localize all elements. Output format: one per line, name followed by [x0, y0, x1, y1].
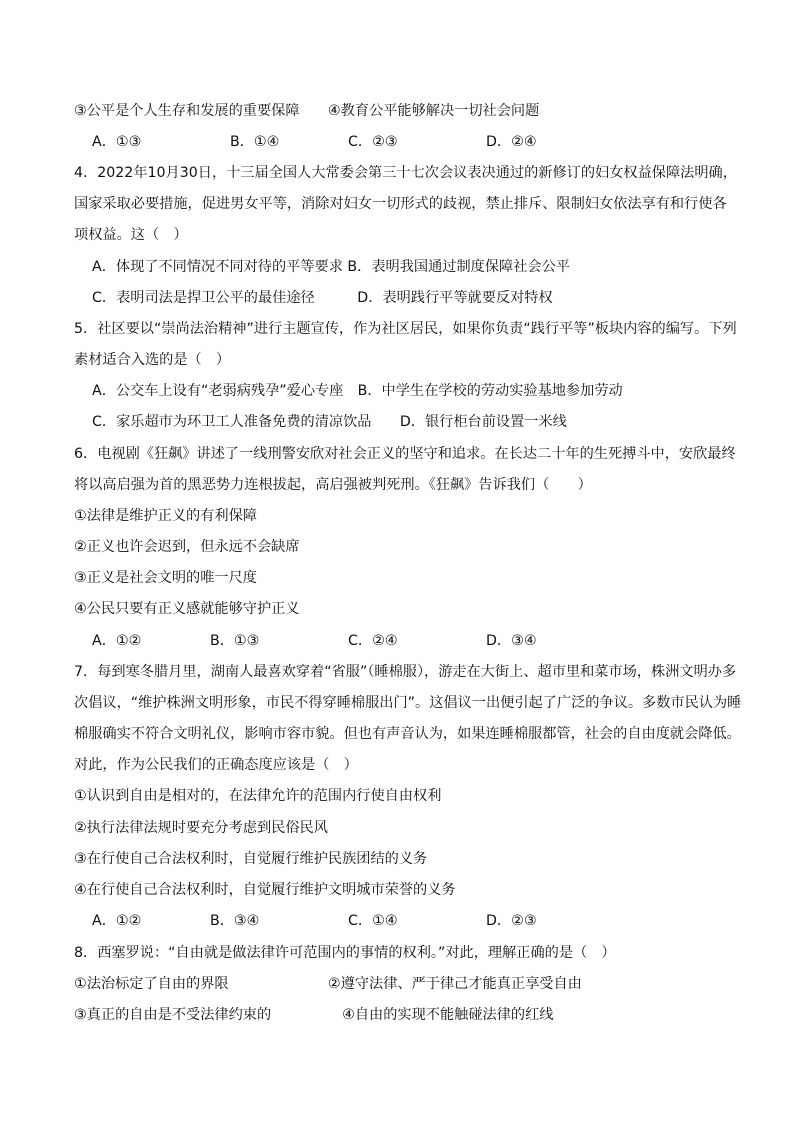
- option-b[interactable]: B．①④: [230, 134, 280, 150]
- option-d[interactable]: D．②③: [486, 913, 537, 929]
- q5-stem-line1: 5．社区要以“崇尚法治精神”进行主题宣传，作为社区居民，如果你负责“践行平等”板块内容的编写。下列: [74, 321, 737, 337]
- q5-options-cd[interactable]: C．家乐超市为环卫工人准备免费的清凉饮品 D．银行柜台前设置一米线: [92, 414, 567, 430]
- q3-statements-34: ③公平是个人生存和发展的重要保障 ④教育公平能够解决一切社会问题: [74, 103, 540, 119]
- q6-statement-4: ④公民只要有正义感就能够守护正义: [74, 601, 300, 617]
- q5-options-ab[interactable]: A．公交车上设有“老弱病残孕”爱心专座 B．中学生在学校的劳动实验基地参加劳动: [92, 383, 623, 399]
- option-d[interactable]: D．②④: [486, 134, 537, 150]
- q4-options-ab[interactable]: A．体现了不同情况不同对待的平等要求 B．表明我国通过制度保障社会公平: [92, 259, 570, 275]
- q7-statement-1: ①认识到自由是相对的，在法律允许的范围内行使自由权利: [74, 788, 442, 804]
- option-a[interactable]: A．①③: [92, 134, 142, 150]
- q6-stem-line2: 将以高启强为首的黑恶势力连根拔起，高启强被判死刑。《狂飙》告诉我们（ ）: [74, 477, 592, 493]
- option-a[interactable]: A．①②: [92, 633, 142, 649]
- q4-options-cd[interactable]: C．表明司法是捍卫公平的最佳途径 D．表明践行平等就要反对特权: [92, 290, 553, 306]
- q6-statement-3: ③正义是社会文明的唯一尺度: [74, 570, 257, 586]
- q4-stem-line2: 国家采取必要措施，促进男女平等，消除对妇女一切形式的歧视，禁止排斥、限制妇女依法享有和行使各: [74, 196, 727, 212]
- q8-statements-34: ③真正的自由是不受法律约束的 ④自由的实现不能触碰法律的红线: [74, 1007, 554, 1023]
- q7-statement-4: ④在行使自己合法权利时，自觉履行维护文明城市荣誉的义务: [74, 882, 456, 898]
- q8-stem: 8．西塞罗说：“自由就是做法律许可范围内的事情的权利。”对此，理解正确的是（ ）: [74, 945, 616, 961]
- q7-statement-2: ②执行法律法规时要充分考虑到民俗民风: [74, 820, 328, 836]
- q6-stem-line1: 6．电视剧《狂飙》讲述了一线刑警安欣对社会正义的坚守和追求。在长达二十年的生死搏斗中，安欣最终: [74, 446, 736, 462]
- q7-statement-3: ③在行使自己合法权利时，自觉履行维护民族团结的义务: [74, 851, 428, 867]
- q8-statements-12: ①法治标定了自由的界限 ②遵守法律、严于律己才能真正享受自由: [74, 976, 582, 992]
- option-d[interactable]: D．③④: [486, 633, 537, 649]
- option-b[interactable]: B．③④: [210, 913, 260, 929]
- option-c[interactable]: C．①④: [348, 913, 398, 929]
- option-b[interactable]: B．①③: [210, 633, 260, 649]
- q6-statement-1: ①法律是维护正义的有利保障: [74, 508, 257, 524]
- option-a[interactable]: A．①②: [92, 913, 142, 929]
- q7-stem-line3: 棉服确实不符合文明礼仪，影响市容市貌。但也有声音认为，如果连睡棉服都管，社会的自由度就会降低。: [74, 726, 741, 742]
- q6-statement-2: ②正义也许会迟到，但永远不会缺席: [74, 539, 300, 555]
- q5-stem-line2: 素材适合入选的是（ ）: [74, 352, 231, 368]
- q7-stem-line4: 对此，作为公民我们的正确态度应该是（ ）: [74, 757, 358, 773]
- q4-stem-line3: 项权益。这（ ）: [74, 227, 188, 243]
- q4-stem-line1: 4．2022年10月30日，十三届全国人大常委会第三十七次会议表决通过的新修订的妇女权益保障法明确，: [74, 165, 737, 181]
- option-c[interactable]: C．②③: [348, 134, 398, 150]
- option-c[interactable]: C．②④: [348, 633, 398, 649]
- q7-stem-line1: 7．每到寒冬腊月里，湖南人最喜欢穿着“省服”（睡棉服），游走在大街上、超市里和菜市场，株洲文明办多: [74, 664, 737, 680]
- q7-stem-line2: 次倡议，“维护株洲文明形象，市民不得穿睡棉服出门”。这倡议一出便引起了广泛的争议。多数市民认为睡: [74, 695, 742, 711]
